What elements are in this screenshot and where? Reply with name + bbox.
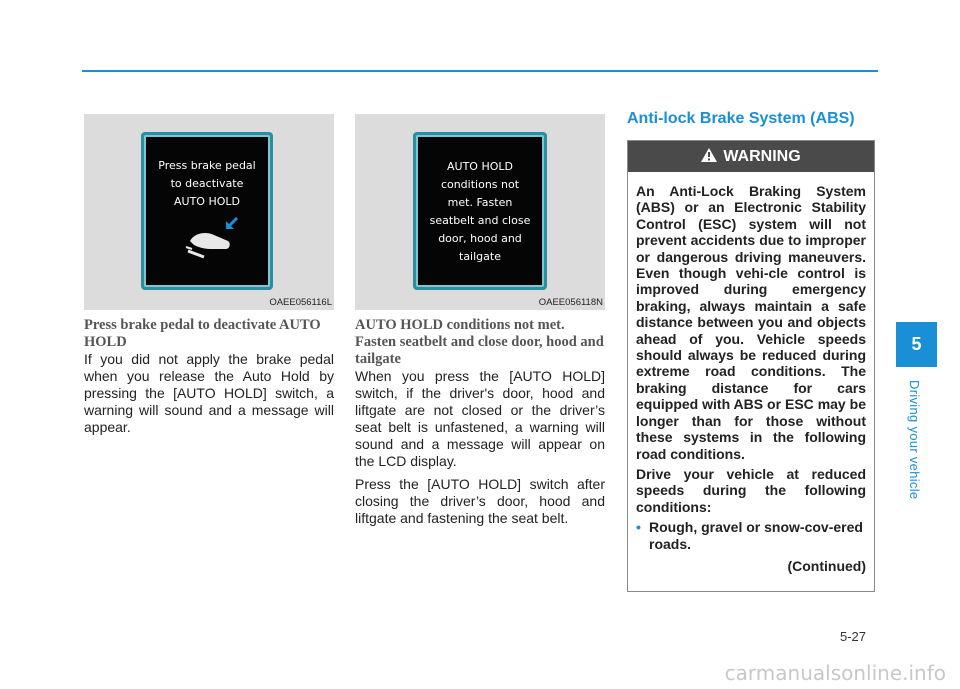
lcd-display (141, 132, 273, 290)
figure-code: OAEE056116L (269, 297, 332, 308)
figure-autohold-conditions (355, 114, 605, 310)
warning-triangle-icon (701, 148, 717, 162)
foot-on-pedal-icon (184, 227, 234, 259)
warning-box (627, 140, 875, 592)
warning-body (636, 183, 866, 574)
lcd-message: AUTO HOLD conditions not met. Fasten seatbelt and close door, hood and tailgate (429, 160, 531, 263)
continued-label: (Continued) (787, 557, 866, 574)
figure-code: OAEE056118N (538, 297, 603, 308)
bullet-icon: • (636, 519, 641, 536)
section-heading: AUTO HOLD conditions not met. Fasten seatbelt and close door, hood and tailgate (355, 317, 604, 367)
page-number: 5-27 (840, 629, 867, 644)
lcd-message: Press brake pedal to deactivate AUTO HOLD (158, 159, 256, 208)
list-item-text: Rough, gravel or snow-cov-ered roads. (649, 519, 863, 552)
warning-label: WARNING (723, 148, 801, 165)
body-text (84, 351, 334, 442)
warning-paragraph: An Anti-Lock Braking System (ABS) or an Electronic Stability Control (ESC) system will not prevent accidents due to improper or dangerous driving maneuvers. Even though vehi-cle control is improved during emergency braking, always maintain a safe distance between you and objects ahead of you. Vehicle speeds should always be reduced during extreme road conditions. The braking distance for cars equipped with ABS or ESC may be longer than for those without these systems in the following road conditions. (636, 183, 866, 462)
section-title: Anti-lock Brake System (ABS) (627, 110, 855, 127)
top-rule (82, 70, 878, 72)
chapter-number: 5 (911, 334, 922, 354)
chapter-label: Driving your vehicle (907, 380, 922, 500)
chapter-tab (896, 322, 937, 367)
warning-paragraph: Drive your vehicle at reduced speeds during the following conditions: (636, 465, 866, 515)
paragraph: If you did not apply the brake pedal when you release the Auto Hold by pressing the [AUTO HOLD] switch, a warning will sound and a message will appear. (84, 351, 334, 435)
lcd-display (413, 132, 547, 290)
paragraph: When you press the [AUTO HOLD] switch, if the driver's door, hood and liftgate are not closed or the driver’s seat belt is unfastened, a warning will sound and a message will appear on the LCD display. (355, 368, 605, 469)
warning-header (628, 141, 874, 172)
body-text (355, 368, 605, 533)
section-heading: Press brake pedal to deactivate AUTO HOLD (84, 317, 321, 350)
list-item (636, 519, 866, 552)
figure-press-brake (84, 114, 334, 310)
paragraph: Press the [AUTO HOLD] switch after closing the driver’s door, hood and liftgate and fastening the seat belt. (355, 476, 605, 526)
watermark: carmanualsonline.info (724, 661, 946, 685)
